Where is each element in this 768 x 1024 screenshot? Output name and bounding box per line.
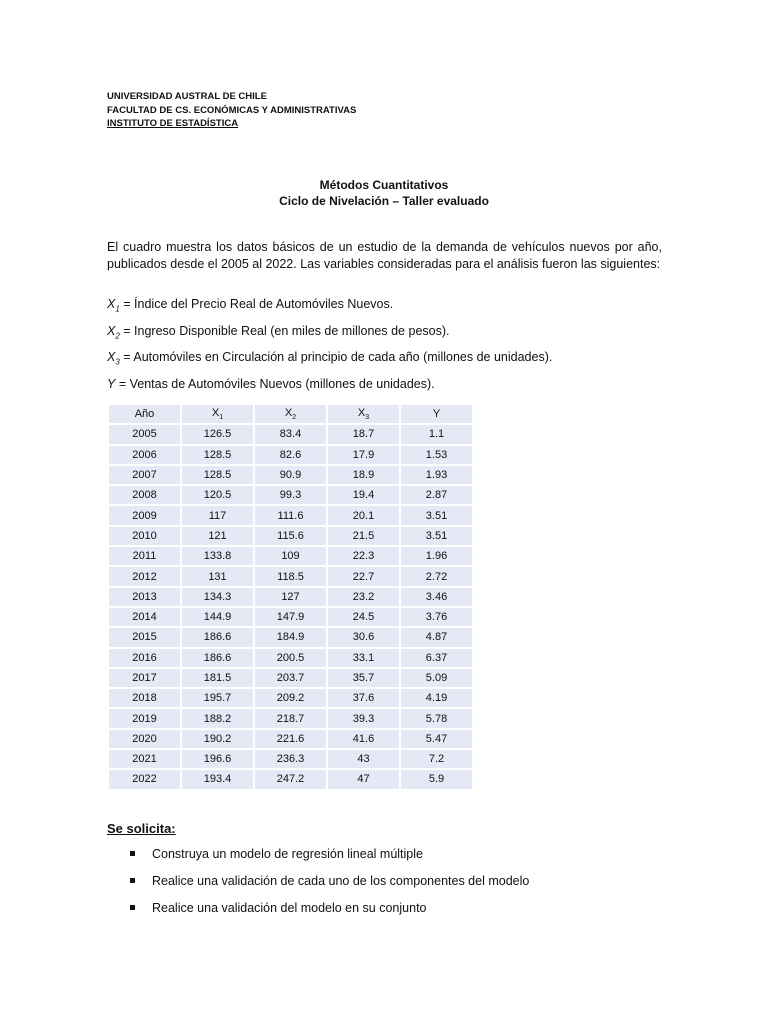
cell-y: 3.51	[401, 506, 472, 524]
variable-description: = Ingreso Disponible Real (en miles de millones de pesos).	[119, 324, 450, 338]
cell-year: 2009	[109, 506, 180, 524]
faculty-name: FACULTAD DE CS. ECONÓMICAS Y ADMINISTRATIVAS	[107, 104, 357, 116]
cell-x3: 20.1	[328, 506, 399, 524]
header-x1: $X_1$	[182, 405, 253, 423]
cell-x3: 30.6	[328, 628, 399, 646]
cell-x3: 39.3	[328, 709, 399, 727]
cell-year: 2008	[109, 486, 180, 504]
cell-year: 2015	[109, 628, 180, 646]
cell-year: 2010	[109, 527, 180, 545]
bullet-icon	[130, 851, 135, 856]
cell-x1: 181.5	[182, 669, 253, 687]
cell-x1: 117	[182, 506, 253, 524]
cell-x2: 99.3	[255, 486, 326, 504]
cell-x1: 120.5	[182, 486, 253, 504]
cell-x2: 82.6	[255, 446, 326, 464]
table-row	[109, 588, 472, 606]
cell-x2: 118.5	[255, 567, 326, 585]
cell-y: 3.46	[401, 588, 472, 606]
cell-year: 2014	[109, 608, 180, 626]
cell-year: 2022	[109, 770, 180, 788]
cell-x3: 24.5	[328, 608, 399, 626]
cycle-title: Ciclo de Nivelación – Taller evaluado	[279, 194, 489, 208]
cell-x3: 17.9	[328, 446, 399, 464]
cell-y: 4.19	[401, 689, 472, 707]
cell-x3: 35.7	[328, 669, 399, 687]
table-body	[109, 425, 472, 788]
table-row	[109, 730, 472, 748]
cell-x3: 18.7	[328, 425, 399, 443]
header-y: Y	[401, 405, 472, 423]
cell-y: 4.87	[401, 628, 472, 646]
cell-x1: 186.6	[182, 649, 253, 667]
cell-y: 5.78	[401, 709, 472, 727]
cell-year: 2017	[109, 669, 180, 687]
header-year: Año	[109, 405, 180, 423]
cell-y: 1.93	[401, 466, 472, 484]
table-row	[109, 506, 472, 524]
cell-x3: 18.9	[328, 466, 399, 484]
cell-x2: 111.6	[255, 506, 326, 524]
cell-y: 6.37	[401, 649, 472, 667]
cell-x2: 90.9	[255, 466, 326, 484]
table-row	[109, 649, 472, 667]
cell-x2: 184.9	[255, 628, 326, 646]
cell-year: 2005	[109, 425, 180, 443]
table-row	[109, 709, 472, 727]
cell-x1: 193.4	[182, 770, 253, 788]
cell-x2: 147.9	[255, 608, 326, 626]
cell-year: 2020	[109, 730, 180, 748]
cell-x1: 126.5	[182, 425, 253, 443]
institution-header	[107, 90, 356, 131]
cell-x1: 188.2	[182, 709, 253, 727]
cell-x3: 23.2	[328, 588, 399, 606]
cell-x2: 247.2	[255, 770, 326, 788]
cell-y: 5.9	[401, 770, 472, 788]
cell-x1: 186.6	[182, 628, 253, 646]
cell-y: 1.96	[401, 547, 472, 565]
cell-x1: 128.5	[182, 466, 253, 484]
variable-description: = Índice del Precio Real de Automóviles Nuevos.	[119, 297, 394, 311]
requirements-list	[130, 844, 529, 925]
cell-year: 2016	[109, 649, 180, 667]
cell-x2: 109	[255, 547, 326, 565]
cell-x3: 22.3	[328, 547, 399, 565]
cell-x3: 37.6	[328, 689, 399, 707]
variable-symbol: $X_1$	[107, 297, 120, 314]
variable-x1	[107, 296, 393, 318]
variable-symbol: Y	[107, 377, 116, 391]
cell-x1: 131	[182, 567, 253, 585]
variable-x3	[107, 349, 552, 371]
cell-x3: 22.7	[328, 567, 399, 585]
table-row	[109, 527, 472, 545]
document-titles	[0, 177, 768, 209]
requirements-heading: Se solicita:	[107, 821, 176, 836]
cell-y: 1.1	[401, 425, 472, 443]
cell-x2: 115.6	[255, 527, 326, 545]
table-row	[109, 608, 472, 626]
cell-x2: 218.7	[255, 709, 326, 727]
table-row	[109, 689, 472, 707]
cell-x2: 221.6	[255, 730, 326, 748]
cell-x1: 144.9	[182, 608, 253, 626]
list-item: Construya un modelo de regresión lineal múltiple	[130, 844, 529, 871]
cell-year: 2007	[109, 466, 180, 484]
cell-x2: 203.7	[255, 669, 326, 687]
cell-year: 2006	[109, 446, 180, 464]
cell-x1: 134.3	[182, 588, 253, 606]
table-row	[109, 628, 472, 646]
cell-x2: 200.5	[255, 649, 326, 667]
cell-year: 2011	[109, 547, 180, 565]
cell-x1: 190.2	[182, 730, 253, 748]
variable-symbol: $X_3$	[107, 350, 120, 367]
cell-y: 2.72	[401, 567, 472, 585]
variable-description: = Automóviles en Circulación al principio de cada año (millones de unidades).	[119, 350, 553, 364]
cell-y: 3.51	[401, 527, 472, 545]
institute-name: INSTITUTO DE ESTADÍSTICA	[107, 118, 239, 129]
header-x3: $X_3$	[328, 405, 399, 423]
cell-y: 7.2	[401, 750, 472, 768]
table-row	[109, 770, 472, 788]
variable-y	[107, 376, 435, 392]
cell-x3: 21.5	[328, 527, 399, 545]
cell-year: 2021	[109, 750, 180, 768]
table-row	[109, 547, 472, 565]
table-row	[109, 466, 472, 484]
variable-symbol: $X_2$	[107, 324, 120, 341]
cell-x1: 128.5	[182, 446, 253, 464]
cell-x3: 43	[328, 750, 399, 768]
intro-paragraph: El cuadro muestra los datos básicos de un estudio de la demanda de vehículos nuevos por año, publicados desde el 2005 al 2022. Las variables consideradas para el análisis fueron las siguientes:	[107, 240, 662, 271]
cell-y: 3.76	[401, 608, 472, 626]
variable-description: = Ventas de Automóviles Nuevos (millones de unidades).	[115, 377, 435, 391]
list-item: Realice una validación de cada uno de los componentes del modelo	[130, 871, 529, 898]
table-row	[109, 669, 472, 687]
header-x2: $X_2$	[255, 405, 326, 423]
cell-y: 5.47	[401, 730, 472, 748]
table-row	[109, 446, 472, 464]
cell-x3: 33.1	[328, 649, 399, 667]
cell-x1: 196.6	[182, 750, 253, 768]
cell-x2: 209.2	[255, 689, 326, 707]
cell-year: 2019	[109, 709, 180, 727]
cell-y: 1.53	[401, 446, 472, 464]
cell-year: 2018	[109, 689, 180, 707]
table-header-row	[109, 405, 472, 423]
data-table	[107, 403, 474, 791]
table-row	[109, 567, 472, 585]
table-row	[109, 750, 472, 768]
bullet-icon	[130, 905, 135, 910]
list-item: Realice una validación del modelo en su conjunto	[130, 898, 529, 925]
cell-x2: 83.4	[255, 425, 326, 443]
course-title: Métodos Cuantitativos	[319, 178, 449, 192]
cell-year: 2012	[109, 567, 180, 585]
cell-y: 5.09	[401, 669, 472, 687]
cell-x1: 195.7	[182, 689, 253, 707]
cell-x3: 19.4	[328, 486, 399, 504]
cell-x1: 121	[182, 527, 253, 545]
cell-y: 2.87	[401, 486, 472, 504]
cell-x2: 236.3	[255, 750, 326, 768]
cell-year: 2013	[109, 588, 180, 606]
cell-x3: 47	[328, 770, 399, 788]
variable-x2	[107, 323, 449, 345]
table-row	[109, 486, 472, 504]
table-row	[109, 425, 472, 443]
cell-x1: 133.8	[182, 547, 253, 565]
cell-x3: 41.6	[328, 730, 399, 748]
cell-x2: 127	[255, 588, 326, 606]
university-name: UNIVERSIDAD AUSTRAL DE CHILE	[107, 91, 267, 102]
bullet-icon	[130, 878, 135, 883]
